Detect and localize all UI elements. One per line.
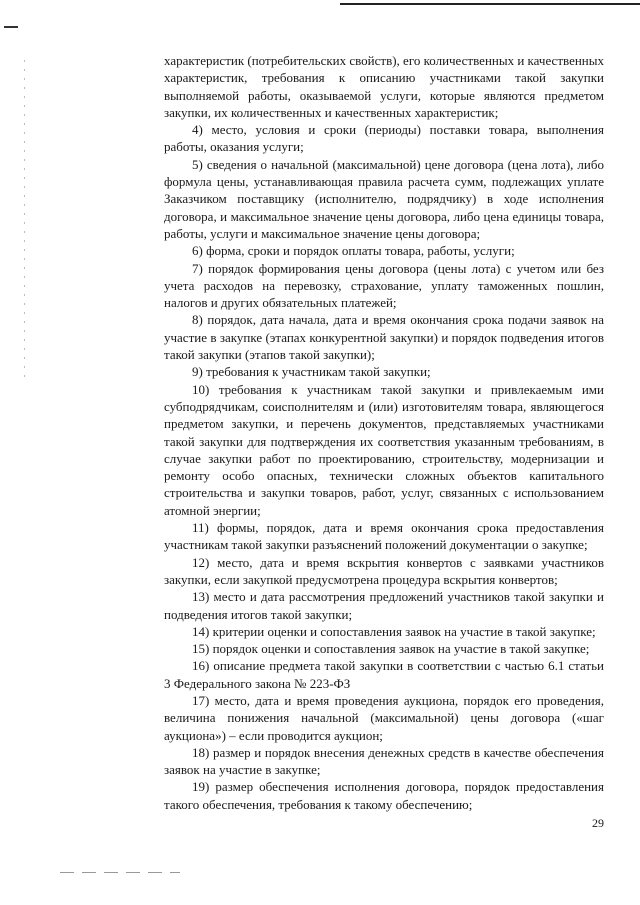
list-item-13: 13) место и дата рассмотрения предложений участников такой закупки и подведения итогов такой закупки; <box>164 589 604 622</box>
list-item-15: 15) порядок оценки и сопоставления заявок на участие в такой закупке; <box>192 641 590 657</box>
scan-binding-marks <box>24 60 25 380</box>
list-item-4: 4) место, условия и сроки (периоды) поставки товара, выполнения работы, оказания услуги; <box>164 122 604 155</box>
paragraph-continuation: характеристик (потребительских свойств), его количественных и качественных характеристик, требования к описанию участниками такой закупки выполняемой работы, оказываемой услуги, которые являются предметом закупки, их количественных и качественных характеристик; <box>164 53 604 120</box>
list-item-17: 17) место, дата и время проведения аукциона, порядок его проведения, величина понижения начальной (максимальной) цены договора («шаг аукциона») – если проводится аукцион; <box>164 692 604 743</box>
list-item-14: 14) критерии оценки и сопоставления заявок на участие в такой закупке; <box>192 623 596 639</box>
list-item-8: 8) порядок, дата начала, дата и время окончания срока подачи заявок на участие в закупке (этапах конкурентной закупки) и порядок подведения итогов такой закупки (этапов такой закупки); <box>164 312 604 363</box>
list-item-9: 9) требования к участникам такой закупки; <box>192 364 431 380</box>
list-item-7: 7) порядок формирования цены договора (цены лота) с учетом или без учета расходов на перевозку, страхование, уплату таможенных пошлин, налогов и других обязательных платежей; <box>164 260 604 311</box>
list-item-12: 12) место, дата и время вскрытия конвертов с заявками участников закупки, если закупкой предусмотрена процедура вскрытия конвертов; <box>164 554 604 587</box>
list-item-19: 19) размер обеспечения исполнения договора, порядок предоставления такого обеспечения, требования к такому обеспечению; <box>164 779 604 812</box>
list-item-5: 5) сведения о начальной (максимальной) цене договора (цена лота), либо формула цены, устанавливающая правила расчета сумм, подлежащих уплате Заказчиком поставщику (исполнителю, подрядчику) в ходе исполнения договора, и максимальное значение цены договора, либо цена единицы товара, работы, услуги и максимальное значение цены договора; <box>164 156 604 241</box>
scan-left-mark <box>4 26 18 28</box>
list-item-18: 18) размер и порядок внесения денежных средств в качестве обеспечения заявок на участие в закупке; <box>164 744 604 778</box>
page-number: 29 <box>592 816 604 830</box>
document-body <box>164 52 604 813</box>
scan-top-rule <box>340 3 640 5</box>
list-item-10: 10) требования к участникам такой закупки и привлекаемым ими субподрядчикам, соисполнителям и (или) изготовителям товара, являющегося предметом закупки, и перечень документов, представляемых участниками такой закупки для подтверждения их соответствия указанным требованиям, в случае закупки работ по проектированию, строительству, модернизации и ремонту особо опасных, технически сложных объектов капитального строительства и закупки товаров, работ, услуг, связанных с использованием атомной энергии; <box>164 381 604 518</box>
scan-bottom-marks <box>60 872 180 873</box>
list-item-6: 6) форма, сроки и порядок оплаты товара, работы, услуги; <box>192 243 515 259</box>
list-item-16: 16) описание предмета такой закупки в соответствии с частью 6.1 статьи 3 Федерального закона № 223-ФЗ <box>164 658 604 691</box>
list-item-11: 11) формы, порядок, дата и время окончания срока предоставления участникам такой закупки разъяснений положений документации о закупке; <box>164 520 604 553</box>
